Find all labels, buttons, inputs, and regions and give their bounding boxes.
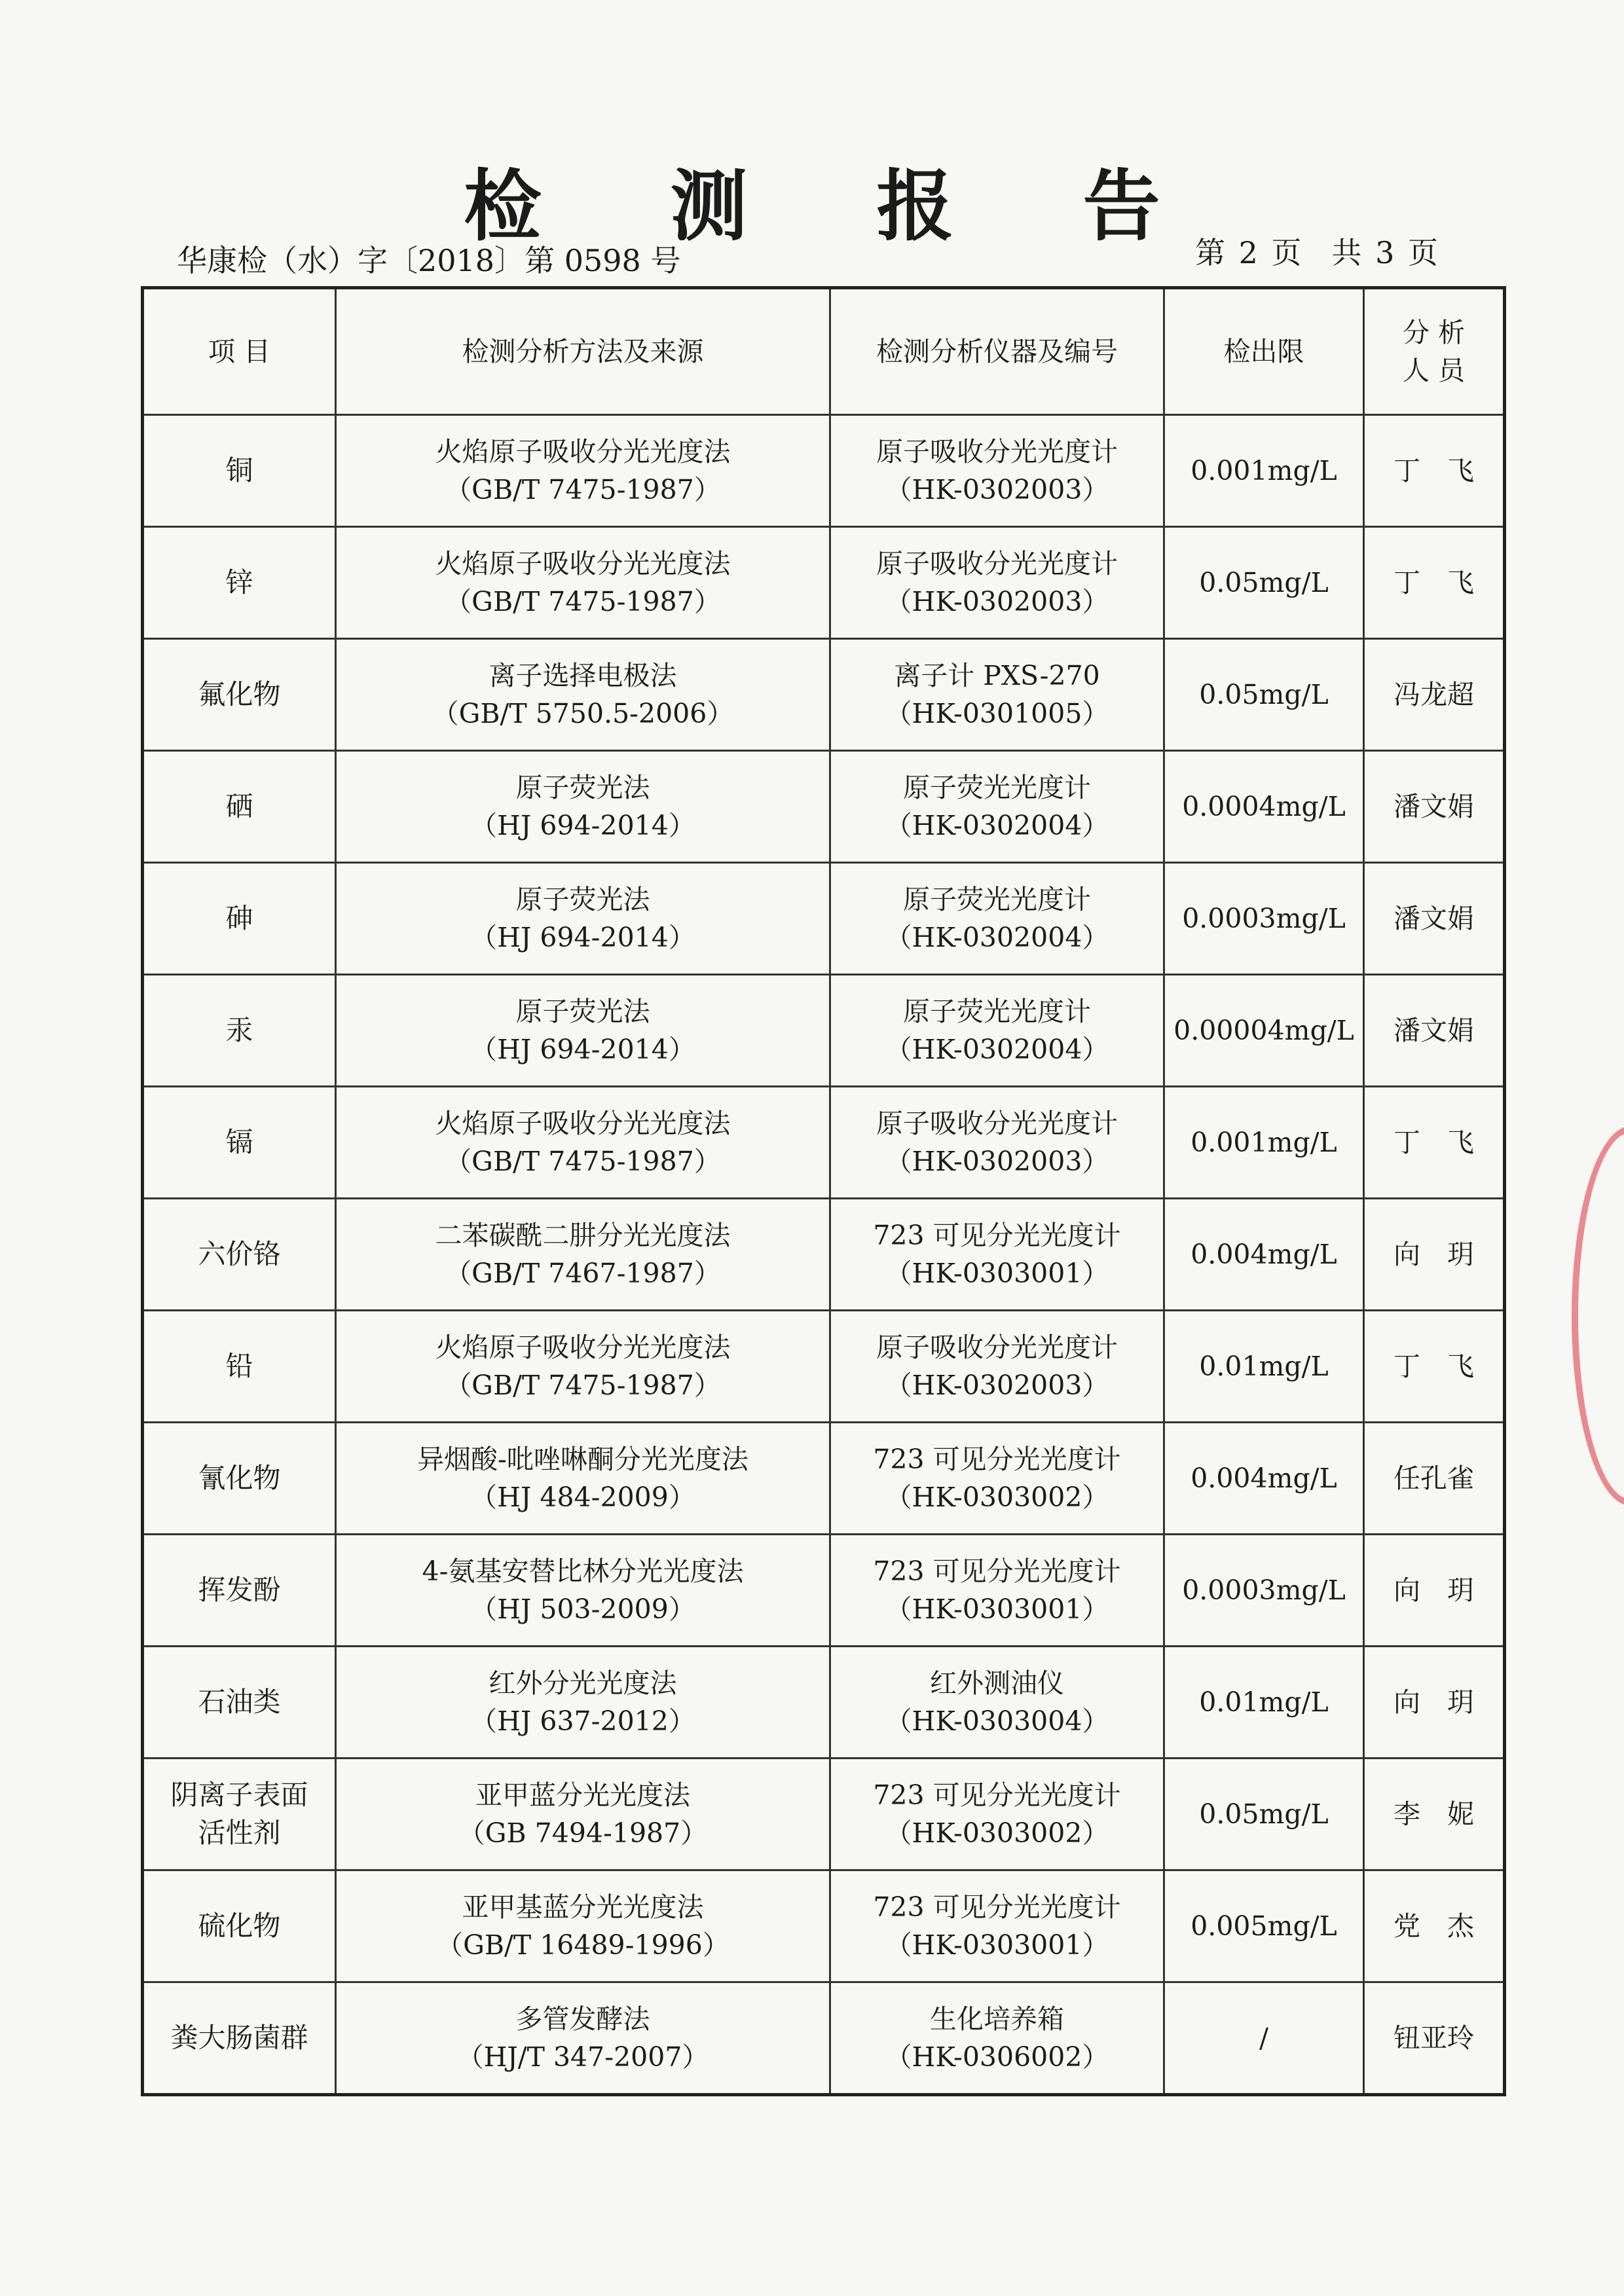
cell-analyst: 向 玥 [1364, 1535, 1505, 1647]
method-name: 火焰原子吸收分光光度法 [435, 1108, 731, 1139]
instrument-id: （HK-0302004） [885, 1034, 1109, 1065]
method-standard: （GB/T 7475-1987） [445, 1370, 721, 1401]
method-standard: （GB/T 7475-1987） [445, 474, 721, 505]
method-name: 火焰原子吸收分光光度法 [435, 1332, 731, 1363]
cell-instrument [830, 1199, 1164, 1311]
cell-method [336, 975, 830, 1087]
cell-analyst: 丁 飞 [1364, 415, 1505, 527]
item-name: 铜 [225, 454, 253, 486]
cell-item [143, 863, 336, 975]
cell-method [336, 1982, 830, 2095]
cell-detection-limit: 0.004mg/L [1164, 1423, 1364, 1535]
cell-instrument [830, 1647, 1164, 1758]
cell-analyst: 党 杰 [1364, 1870, 1505, 1982]
cell-item [143, 1647, 336, 1758]
cell-instrument [830, 415, 1164, 527]
cell-detection-limit: 0.05mg/L [1164, 527, 1364, 639]
cell-analyst: 丁 飞 [1364, 1087, 1505, 1199]
cell-analyst: 向 玥 [1364, 1647, 1505, 1758]
report-number: 华康检（水）字〔2018〕第 0598 号 [177, 243, 681, 278]
instrument-name: 原子荧光光度计 [903, 996, 1091, 1027]
header-method: 检测分析方法及来源 [336, 288, 830, 415]
table-row [143, 1535, 1505, 1647]
instrument-name: 原子荧光光度计 [903, 884, 1091, 915]
instrument-name: 离子计 PXS-270 [894, 660, 1100, 691]
cell-item [143, 1423, 336, 1535]
method-standard: （HJ/T 347-2007） [456, 2041, 709, 2073]
method-standard: （HJ 484-2009） [470, 1482, 695, 1513]
method-name: 火焰原子吸收分光光度法 [435, 548, 731, 579]
instrument-id: （HK-0302003） [885, 474, 1109, 505]
cell-detection-limit: 0.00004mg/L [1164, 975, 1364, 1087]
instrument-id: （HK-0303001） [885, 1929, 1109, 1961]
cell-instrument [830, 1423, 1164, 1535]
cell-method [336, 751, 830, 863]
instrument-id: （HK-0303004） [885, 1705, 1109, 1737]
cell-method [336, 639, 830, 751]
table-row [143, 639, 1505, 751]
method-standard: （HJ 694-2014） [470, 922, 695, 953]
cell-instrument [830, 1758, 1164, 1870]
cell-detection-limit: 0.001mg/L [1164, 415, 1364, 527]
item-name: 粪大肠菌群 [170, 2022, 308, 2054]
instrument-id: （HK-0303001） [885, 1258, 1109, 1289]
cell-method [336, 1423, 830, 1535]
instrument-id: （HK-0302003） [885, 1146, 1109, 1177]
cell-method [336, 1311, 830, 1423]
cell-item [143, 1087, 336, 1199]
table-body [143, 415, 1505, 2095]
cell-item [143, 751, 336, 863]
table-row [143, 1647, 1505, 1758]
instrument-name: 生化培养箱 [930, 2003, 1064, 2035]
cell-item [143, 1982, 336, 2095]
table-header-row [143, 288, 1505, 415]
cell-method [336, 1087, 830, 1199]
instrument-name: 原子吸收分光光度计 [876, 548, 1118, 579]
cell-item [143, 1311, 336, 1423]
method-name: 二苯碳酰二肼分光光度法 [435, 1220, 731, 1251]
instrument-name: 原子荧光光度计 [903, 772, 1091, 803]
item-name: 氟化物 [198, 678, 281, 710]
item-name-line2: 活性剂 [198, 1817, 281, 1849]
table-row [143, 975, 1505, 1087]
instrument-id: （HK-0303002） [885, 1817, 1109, 1849]
table-row [143, 751, 1505, 863]
method-standard: （HJ 637-2012） [470, 1705, 695, 1737]
method-name: 异烟酸-吡唑啉酮分光光度法 [417, 1444, 748, 1475]
method-name: 原子荧光法 [515, 772, 650, 803]
cell-detection-limit: 0.05mg/L [1164, 639, 1364, 751]
item-name: 硒 [225, 790, 253, 822]
cell-instrument [830, 1311, 1164, 1423]
instrument-id: （HK-0302003） [885, 1370, 1109, 1401]
cell-instrument [830, 1982, 1164, 2095]
item-name: 汞 [225, 1014, 253, 1046]
table-row [143, 1087, 1505, 1199]
cell-item [143, 639, 336, 751]
instrument-id: （HK-0306002） [885, 2041, 1109, 2073]
cell-analyst: 潘文娟 [1364, 975, 1505, 1087]
header-analyst-line2: 人 员 [1402, 355, 1466, 386]
item-name: 镉 [225, 1126, 253, 1158]
table-row [143, 1758, 1505, 1870]
header-instrument: 检测分析仪器及编号 [830, 288, 1164, 415]
cell-item [143, 975, 336, 1087]
table-row [143, 1982, 1505, 2095]
cell-analyst: 任孔雀 [1364, 1423, 1505, 1535]
header-analyst-line1: 分 析 [1402, 317, 1466, 348]
instrument-name: 723 可见分光光度计 [873, 1556, 1121, 1587]
method-name: 亚甲蓝分光光度法 [475, 1779, 690, 1811]
method-name: 原子荧光法 [515, 996, 650, 1027]
cell-analyst: 冯龙超 [1364, 639, 1505, 751]
item-name: 六价铬 [198, 1238, 281, 1270]
cell-detection-limit: 0.01mg/L [1164, 1311, 1364, 1423]
method-standard: （HJ 694-2014） [470, 1034, 695, 1065]
cell-item [143, 1535, 336, 1647]
method-standard: （GB/T 7475-1987） [445, 1146, 721, 1177]
item-name: 挥发酚 [198, 1574, 281, 1606]
instrument-id: （HK-0302004） [885, 922, 1109, 953]
test-method-table [141, 286, 1506, 2096]
cell-instrument [830, 639, 1164, 751]
cell-instrument [830, 1870, 1164, 1982]
instrument-id: （HK-0303002） [885, 1482, 1109, 1513]
method-name: 原子荧光法 [515, 884, 650, 915]
method-standard: （HJ 503-2009） [470, 1594, 695, 1625]
method-name: 4-氨基安替比林分光光度法 [422, 1556, 744, 1587]
table-row [143, 527, 1505, 639]
item-name: 砷 [225, 902, 253, 934]
header-item: 项 目 [143, 288, 336, 415]
table-row [143, 1870, 1505, 1982]
cell-item [143, 1199, 336, 1311]
cell-detection-limit: 0.005mg/L [1164, 1870, 1364, 1982]
cell-instrument [830, 975, 1164, 1087]
cell-analyst: 潘文娟 [1364, 863, 1505, 975]
table-row [143, 1423, 1505, 1535]
cell-method [336, 1758, 830, 1870]
instrument-name: 红外测油仪 [930, 1667, 1064, 1699]
instrument-id: （HK-0301005） [885, 698, 1109, 729]
table-row [143, 1199, 1505, 1311]
cell-detection-limit: 0.001mg/L [1164, 1087, 1364, 1199]
cell-method [336, 1647, 830, 1758]
instrument-name: 723 可见分光光度计 [873, 1444, 1121, 1475]
cell-method [336, 415, 830, 527]
report-title: 检 测 报 告 [464, 160, 1211, 251]
method-name: 离子选择电极法 [489, 660, 677, 691]
cell-method [336, 1535, 830, 1647]
instrument-name: 723 可见分光光度计 [873, 1220, 1121, 1251]
cell-analyst: 丁 飞 [1364, 1311, 1505, 1423]
method-standard: （GB 7494-1987） [458, 1817, 708, 1849]
cell-detection-limit: 0.0003mg/L [1164, 863, 1364, 975]
cell-method [336, 527, 830, 639]
header-detection-limit: 检出限 [1164, 288, 1364, 415]
method-standard: （HJ 694-2014） [470, 810, 695, 841]
cell-detection-limit: / [1164, 1982, 1364, 2095]
instrument-name: 原子吸收分光光度计 [876, 1332, 1118, 1363]
instrument-name: 原子吸收分光光度计 [876, 436, 1118, 467]
table-row [143, 415, 1505, 527]
cell-item [143, 527, 336, 639]
method-name: 亚甲基蓝分光光度法 [462, 1891, 704, 1923]
method-standard: （GB/T 5750.5-2006） [432, 698, 734, 729]
item-name: 氰化物 [198, 1462, 281, 1494]
cell-method [336, 1199, 830, 1311]
instrument-name: 723 可见分光光度计 [873, 1779, 1121, 1811]
method-name: 红外分光光度法 [489, 1667, 677, 1699]
cell-analyst: 李 妮 [1364, 1758, 1505, 1870]
cell-item [143, 415, 336, 527]
method-standard: （GB/T 7475-1987） [445, 586, 721, 617]
cell-instrument [830, 751, 1164, 863]
table-row [143, 1311, 1505, 1423]
red-seal-stamp [1572, 1126, 1624, 1506]
instrument-name: 723 可见分光光度计 [873, 1891, 1121, 1923]
cell-instrument [830, 527, 1164, 639]
table-row [143, 863, 1505, 975]
item-name: 石油类 [198, 1686, 281, 1718]
cell-item [143, 1870, 336, 1982]
cell-detection-limit: 0.05mg/L [1164, 1758, 1364, 1870]
cell-detection-limit: 0.004mg/L [1164, 1199, 1364, 1311]
cell-method [336, 863, 830, 975]
cell-instrument [830, 1535, 1164, 1647]
cell-detection-limit: 0.0004mg/L [1164, 751, 1364, 863]
instrument-id: （HK-0302003） [885, 586, 1109, 617]
method-standard: （GB/T 16489-1996） [436, 1929, 729, 1961]
instrument-id: （HK-0302004） [885, 810, 1109, 841]
item-name: 硫化物 [198, 1910, 281, 1942]
cell-analyst: 潘文娟 [1364, 751, 1505, 863]
item-name: 锌 [225, 566, 253, 598]
instrument-name: 原子吸收分光光度计 [876, 1108, 1118, 1139]
item-name: 铅 [225, 1350, 253, 1382]
method-standard: （GB/T 7467-1987） [445, 1258, 721, 1289]
method-name: 多管发酵法 [515, 2003, 650, 2035]
page-indicator: 第 2 页 共 3 页 [1195, 235, 1439, 270]
cell-instrument [830, 1087, 1164, 1199]
cell-analyst: 钮亚玲 [1364, 1982, 1505, 2095]
cell-instrument [830, 863, 1164, 975]
cell-method [336, 1870, 830, 1982]
cell-analyst: 丁 飞 [1364, 527, 1505, 639]
item-name: 阴离子表面 [170, 1779, 308, 1811]
header-analyst [1364, 288, 1505, 415]
cell-detection-limit: 0.01mg/L [1164, 1647, 1364, 1758]
method-name: 火焰原子吸收分光光度法 [435, 436, 731, 467]
cell-item [143, 1758, 336, 1870]
instrument-id: （HK-0303001） [885, 1594, 1109, 1625]
cell-detection-limit: 0.0003mg/L [1164, 1535, 1364, 1647]
cell-analyst: 向 玥 [1364, 1199, 1505, 1311]
